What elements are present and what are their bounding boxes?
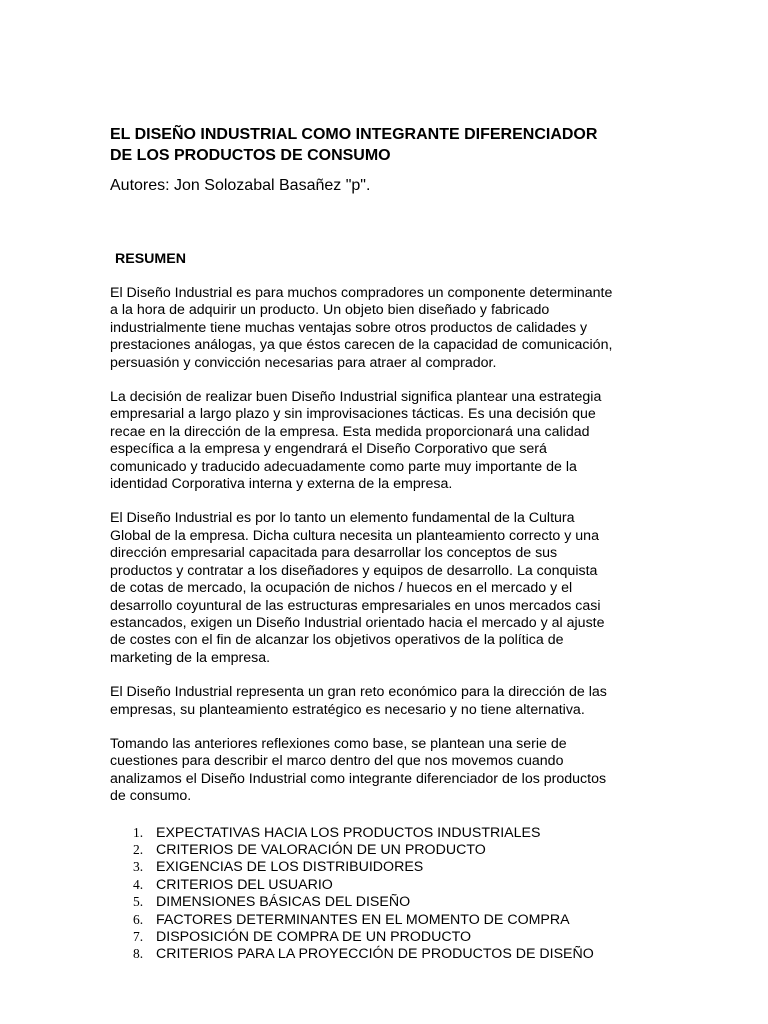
list-item — [110, 928, 670, 945]
paragraph-line: Global de la empresa. Dicha cultura necesita un planteamiento correcto y una — [110, 527, 599, 544]
list-item-number: 5. — [133, 894, 144, 910]
paragraph-line: marketing de la empresa. — [110, 649, 271, 666]
list-item — [110, 945, 670, 962]
summary-body — [110, 285, 670, 806]
paragraph-line: a la hora de adquirir un producto. Un objeto bien diseñado y fabricado — [110, 302, 550, 319]
list-item-text: CRITERIOS DE VALORACIÓN DE UN PRODUCTO — [156, 841, 486, 858]
paragraph-line: estancados, exigen un Diseño Industrial orientado hacia el mercado y al ajuste — [110, 614, 605, 631]
list-item-text: DISPOSICIÓN DE COMPRA DE UN PRODUCTO — [156, 928, 472, 945]
paragraph-line: comunicado y traducido adecuadamente como parte muy importante de la — [110, 458, 577, 475]
list-item — [110, 876, 670, 893]
summary-paragraph — [110, 736, 670, 806]
document-page — [110, 124, 670, 963]
title-line-2: DE LOS PRODUCTOS DE CONSUMO — [110, 147, 391, 164]
list-item-text: DIMENSIONES BÁSICAS DEL DISEÑO — [156, 894, 411, 911]
list-item-number: 7. — [133, 928, 144, 944]
list-item-number: 3. — [133, 859, 144, 875]
list-item-number: 8. — [133, 946, 144, 962]
section-heading-resumen: RESUMEN — [115, 251, 186, 267]
paragraph-line: prestaciones análogas, ya que éstos carecen de la capacidad de comunicación, — [110, 337, 613, 354]
paragraph-line: industrialmente tiene muchas ventajas sobre otros productos de calidades y — [110, 319, 588, 336]
summary-paragraph — [110, 389, 670, 493]
list-item — [110, 824, 670, 841]
list-item-text: FACTORES DETERMINANTES EN EL MOMENTO DE COMPRA — [156, 911, 570, 928]
paragraph-line: La decisión de realizar buen Diseño Industrial significa plantear una estrategia — [110, 389, 602, 406]
list-item — [110, 893, 670, 910]
list-item-number: 6. — [133, 911, 144, 927]
list-item — [110, 911, 670, 928]
list-item — [110, 858, 670, 875]
paragraph-line: Tomando las anteriores reflexiones como base, se plantean una serie de — [110, 735, 567, 752]
title-line-1: EL DISEÑO INDUSTRIAL COMO INTEGRANTE DIFERENCIADOR — [110, 126, 598, 143]
paragraph-line: cuestiones para describir el marco dentro del que nos movemos cuando — [110, 753, 564, 770]
paragraph-line: de cotas de mercado, la ocupación de nichos / huecos en el mercado y el — [110, 580, 573, 597]
summary-paragraph — [110, 510, 670, 667]
list-item-text: CRITERIOS PARA LA PROYECCIÓN DE PRODUCTOS DE DISEÑO — [156, 946, 594, 963]
list-item-text: CRITERIOS DEL USUARIO — [156, 876, 333, 893]
topics-list — [110, 824, 670, 963]
paragraph-line: El Diseño Industrial es para muchos compradores un componente determinante — [110, 285, 613, 301]
paragraph-line: El Diseño Industrial representa un gran reto económico para la dirección de las — [110, 684, 607, 701]
paragraph-line: empresas, su planteamiento estratégico es necesario y no tiene alternativa. — [110, 701, 585, 718]
paragraph-line: empresarial a largo plazo y sin improvisaciones tácticas. Es una decisión que — [110, 406, 596, 423]
paragraph-line: identidad Corporativa interna y externa de la empresa. — [110, 476, 453, 493]
paragraph-line: específica a la empresa y engendrará el Diseño Corporativo que será — [110, 441, 547, 458]
document-title — [110, 124, 670, 166]
paragraph-line: dirección empresarial capacitada para desarrollar los conceptos de sus — [110, 545, 558, 562]
authors-line: Autores: Jon Solozabal Basañez "p". — [110, 177, 371, 194]
list-item-number: 4. — [133, 876, 144, 892]
paragraph-line: El Diseño Industrial es por lo tanto un elemento fundamental de la Cultura — [110, 510, 575, 527]
list-item-number: 1. — [133, 824, 144, 840]
paragraph-line: productos y contratar a los diseñadores y equipos de desarrollo. La conquista — [110, 562, 598, 579]
summary-paragraph — [110, 285, 670, 372]
list-item — [110, 841, 670, 858]
paragraph-line: analizamos el Diseño Industrial como integrante diferenciador de los productos — [110, 770, 607, 787]
paragraph-line: persuasión y convicción necesarias para atraer al comprador. — [110, 354, 497, 371]
paragraph-line: recae en la dirección de la empresa. Esta medida proporcionará una calidad — [110, 423, 590, 440]
summary-paragraph — [110, 684, 670, 719]
list-item-text: EXIGENCIAS DE LOS DISTRIBUIDORES — [156, 859, 424, 876]
list-item-text: EXPECTATIVAS HACIA LOS PRODUCTOS INDUSTRIALES — [156, 824, 541, 841]
list-item-number: 2. — [133, 841, 144, 857]
paragraph-line: de costes con el fin de alcanzar los objetivos operativos de la política de — [110, 632, 564, 649]
paragraph-line: de consumo. — [110, 788, 192, 805]
paragraph-line: desarrollo coyuntural de las estructuras empresariales en unos mercados casi — [110, 597, 601, 614]
